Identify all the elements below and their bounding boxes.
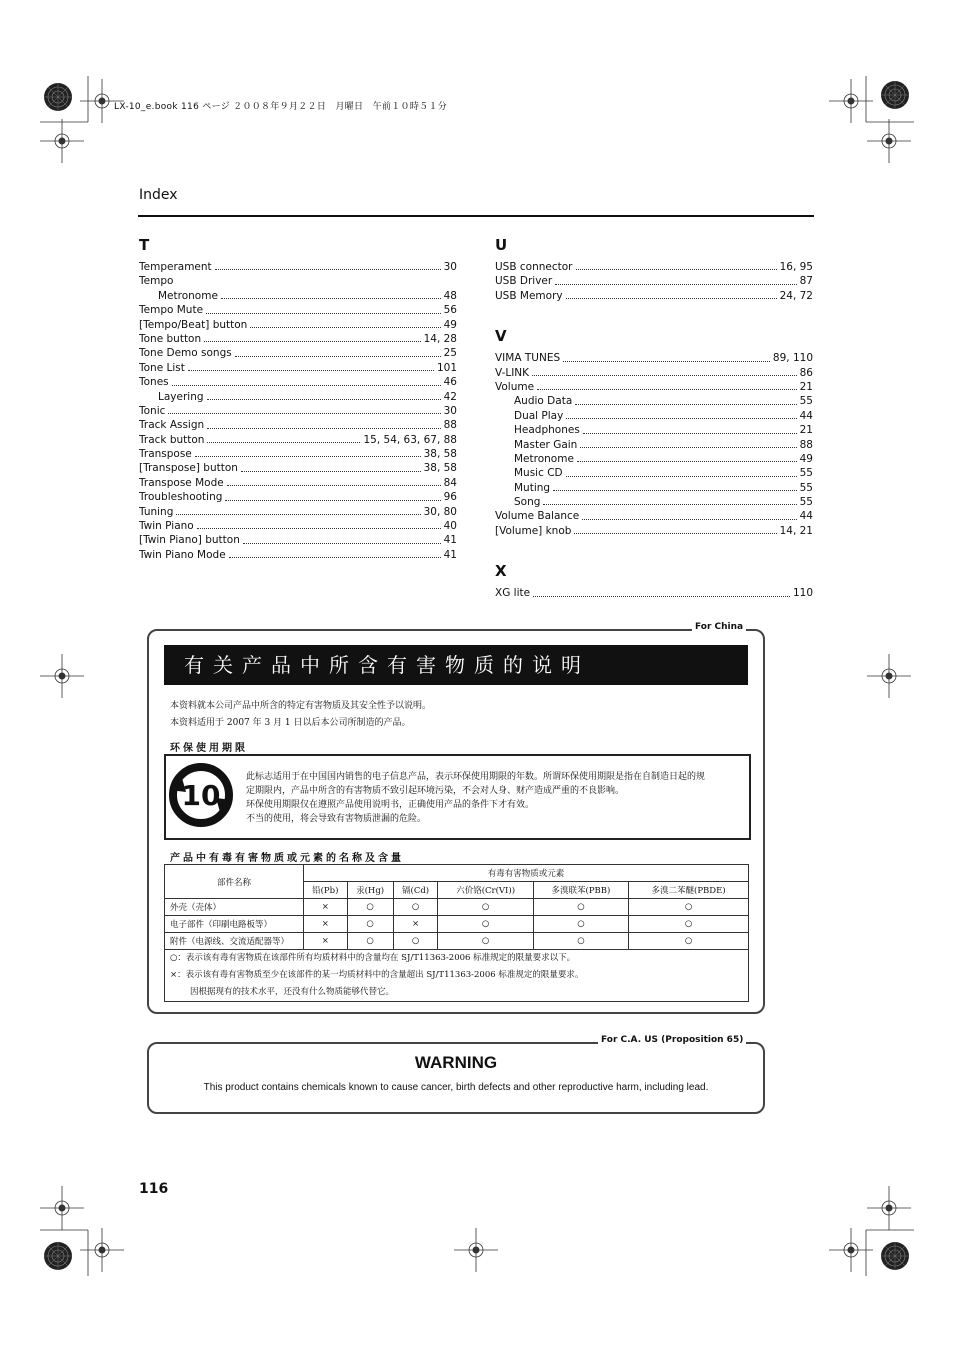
substance-value: ○ bbox=[629, 933, 749, 950]
index-pages: 89, 110 bbox=[772, 352, 813, 365]
dot-leader bbox=[221, 297, 441, 299]
index-pages: 56 bbox=[443, 304, 457, 317]
substance-value: ○ bbox=[438, 899, 533, 916]
index-term: USB Driver bbox=[495, 275, 553, 288]
index-pages: 48 bbox=[443, 289, 457, 302]
index-entry bbox=[495, 274, 813, 288]
index-entry bbox=[139, 533, 457, 547]
table-row bbox=[165, 916, 749, 933]
substance-value: × bbox=[304, 933, 348, 950]
index-term: Transpose Mode bbox=[139, 476, 224, 489]
index-entry bbox=[495, 351, 813, 365]
logo-number: 10 bbox=[181, 779, 221, 812]
index-pages: 42 bbox=[443, 390, 457, 403]
dot-leader bbox=[580, 446, 796, 448]
index-term: Music CD bbox=[514, 467, 563, 480]
index-entry bbox=[139, 476, 457, 490]
index-entry bbox=[139, 332, 457, 346]
index-entry bbox=[495, 495, 813, 509]
part-name: 外壳（壳体） bbox=[165, 899, 304, 916]
dot-leader bbox=[195, 455, 421, 457]
dot-leader bbox=[176, 284, 454, 285]
dot-leader bbox=[563, 360, 770, 362]
index-term: Temperament bbox=[139, 260, 212, 273]
index-term: Tempo bbox=[139, 275, 174, 288]
index-letter: U bbox=[495, 236, 508, 254]
index-pages: 40 bbox=[443, 520, 457, 533]
index-term: Tempo Mute bbox=[139, 304, 204, 317]
index-entry bbox=[139, 346, 457, 360]
substance-value: ○ bbox=[533, 916, 628, 933]
index-term: Transpose bbox=[139, 448, 192, 461]
index-entry bbox=[139, 375, 457, 389]
index-pages: 16, 95 bbox=[779, 260, 813, 273]
index-pages: 101 bbox=[436, 361, 457, 374]
index-entry bbox=[139, 505, 457, 519]
dot-leader bbox=[583, 432, 797, 434]
index-entry bbox=[139, 303, 457, 317]
index-entry bbox=[139, 289, 457, 303]
index-entry bbox=[495, 394, 813, 408]
dot-leader bbox=[241, 470, 421, 472]
index-pages: 21 bbox=[799, 424, 813, 437]
substance-value: ○ bbox=[629, 899, 749, 916]
hazard-table bbox=[164, 864, 749, 1002]
index-pages: 55 bbox=[799, 467, 813, 480]
substance-header: 镉(Cd) bbox=[393, 882, 438, 899]
index-entry bbox=[139, 404, 457, 418]
index-term: Tone List bbox=[139, 361, 185, 374]
index-pages: 44 bbox=[799, 510, 813, 523]
substance-value: ○ bbox=[533, 899, 628, 916]
page-number: 116 bbox=[139, 1181, 169, 1197]
index-pages: 30, 80 bbox=[423, 505, 457, 518]
index-entry bbox=[139, 390, 457, 404]
substance-value: × bbox=[304, 899, 348, 916]
index-term: [Tempo/Beat] button bbox=[139, 318, 248, 331]
china-intro-1: 本资料就本公司产品中所含的特定有害物质及其安全性予以说明。 bbox=[170, 701, 432, 711]
dot-leader bbox=[543, 503, 796, 505]
index-term: Troubleshooting bbox=[139, 491, 223, 504]
index-term: Muting bbox=[514, 481, 551, 494]
warning-text: This product contains chemicals known to cause cancer, birth defects and other reproductive harm, including lead. bbox=[203, 1082, 709, 1093]
index-term: Audio Data bbox=[514, 395, 573, 408]
index-pages: 30 bbox=[443, 404, 457, 417]
index-pages: 87 bbox=[799, 275, 813, 288]
index-entry bbox=[495, 409, 813, 423]
index-term: Tone Demo songs bbox=[139, 347, 232, 360]
dot-leader bbox=[207, 441, 360, 443]
index-term: [Volume] knob bbox=[495, 524, 572, 537]
table-row bbox=[165, 899, 749, 916]
dot-leader bbox=[188, 369, 434, 371]
index-entry bbox=[495, 466, 813, 480]
index-term: Dual Play bbox=[514, 409, 564, 422]
substance-header: 多溴二苯醚(PBDE) bbox=[629, 882, 749, 899]
dot-leader bbox=[176, 513, 420, 515]
note-reason: 因根据现有的技术水平，还没有什么物质能够代替它。 bbox=[190, 987, 395, 997]
index-term: Song bbox=[514, 496, 541, 509]
index-pages: 38, 58 bbox=[423, 462, 457, 475]
dot-leader bbox=[575, 403, 796, 405]
dot-leader bbox=[207, 427, 440, 429]
index-pages: 55 bbox=[799, 496, 813, 509]
index-term: [Twin Piano] button bbox=[139, 534, 240, 547]
index-term: Track Assign bbox=[139, 419, 205, 432]
index-entry bbox=[139, 519, 457, 533]
substance-value: × bbox=[393, 916, 438, 933]
part-name: 电子部件（印刷电路板等） bbox=[165, 916, 304, 933]
substance-value: ○ bbox=[438, 933, 533, 950]
index-entry bbox=[495, 260, 813, 274]
index-column-left bbox=[139, 236, 457, 562]
index-entry bbox=[139, 461, 457, 475]
index-term: USB Memory bbox=[495, 289, 563, 302]
index-term: Tuning bbox=[139, 505, 174, 518]
table-row bbox=[165, 933, 749, 950]
index-pages: 49 bbox=[443, 318, 457, 331]
index-column-right bbox=[495, 236, 813, 601]
index-pages: 24, 72 bbox=[779, 289, 813, 302]
index-entry bbox=[495, 289, 813, 303]
substance-value: ○ bbox=[629, 916, 749, 933]
dot-leader bbox=[574, 532, 776, 534]
index-pages: 30 bbox=[443, 260, 457, 273]
index-letter: X bbox=[495, 562, 507, 581]
substance-header: 铅(Pb) bbox=[304, 882, 348, 899]
warning-title: WARNING bbox=[414, 1053, 498, 1072]
china-intro-2: 本资料适用于 2007 年 3 月 1 日以后本公司所制造的产品。 bbox=[170, 718, 411, 728]
dot-leader bbox=[537, 388, 797, 390]
index-term: Metronome bbox=[514, 452, 574, 465]
header-rule bbox=[138, 215, 814, 217]
dot-leader bbox=[243, 542, 441, 544]
recycle-10-icon bbox=[166, 760, 236, 830]
note-circle: ○：表示该有毒有害物质在该部件所有均质材料中的含量均在 SJ/T11363-2006 标准规定的限量要求以下。 bbox=[170, 953, 576, 963]
index-entry bbox=[495, 366, 813, 380]
index-pages: 21 bbox=[799, 380, 813, 393]
index-entry bbox=[139, 433, 457, 447]
dot-leader bbox=[250, 326, 440, 328]
group-header: 有毒有害物质或元素 bbox=[304, 865, 749, 882]
substance-value: ○ bbox=[347, 899, 393, 916]
index-term: VIMA TUNES bbox=[495, 352, 561, 365]
substance-value: ○ bbox=[393, 933, 438, 950]
index-term: [Transpose] button bbox=[139, 462, 238, 475]
dot-leader bbox=[207, 398, 441, 400]
index-term: Tone button bbox=[139, 332, 202, 345]
index-term: Volume Balance bbox=[495, 510, 580, 523]
index-term: Layering bbox=[158, 390, 204, 403]
index-pages: 15, 54, 63, 67, 88 bbox=[363, 433, 457, 446]
china-banner: 有关产品中所含有害物质的说明 bbox=[164, 645, 748, 685]
index-pages: 44 bbox=[799, 409, 813, 422]
index-entry bbox=[139, 447, 457, 461]
index-term: Metronome bbox=[158, 289, 218, 302]
dot-leader bbox=[225, 499, 440, 501]
dot-leader bbox=[168, 412, 440, 414]
index-entry bbox=[495, 438, 813, 452]
substance-header: 汞(Hg) bbox=[347, 882, 393, 899]
period-text-1: 此标志适用于在中国国内销售的电子信息产品，表示环保使用期限的年数。所谓环保使用期限是指在自制造日起的规 bbox=[246, 772, 706, 782]
index-entry bbox=[495, 524, 813, 538]
dot-leader bbox=[229, 556, 441, 558]
file-header: LX-10_e.book 116 ページ ２００８年９月２２日 月曜日 午前１０時５１分 bbox=[114, 102, 448, 112]
substance-value: ○ bbox=[533, 933, 628, 950]
dot-leader bbox=[235, 355, 441, 357]
index-pages: 55 bbox=[799, 481, 813, 494]
index-pages: 41 bbox=[443, 534, 457, 547]
index-letter: T bbox=[139, 236, 150, 254]
index-term: Master Gain bbox=[514, 438, 578, 451]
index-term: Tonic bbox=[139, 404, 166, 417]
dot-leader bbox=[533, 595, 790, 597]
index-pages: 86 bbox=[799, 366, 813, 379]
substance-value: ○ bbox=[347, 916, 393, 933]
index-entry bbox=[139, 548, 457, 562]
index-entry bbox=[139, 490, 457, 504]
dot-leader bbox=[566, 417, 796, 419]
index-entry bbox=[495, 380, 813, 394]
dot-leader bbox=[532, 374, 797, 376]
index-pages: 46 bbox=[443, 376, 457, 389]
dot-leader bbox=[577, 460, 797, 462]
note-cross: ×：表示该有毒有害物质至少在该部件的某一均质材料中的含量超出 SJ/T11363-2006 标准规定的限量要求。 bbox=[170, 970, 584, 980]
index-letter: V bbox=[495, 327, 507, 346]
index-entry bbox=[139, 274, 457, 288]
period-text-3: 环保使用期限仅在遵照产品使用说明书，正确使用产品的条件下才有效。 bbox=[246, 800, 535, 810]
index-term: V-LINK bbox=[495, 366, 530, 379]
substance-value: ○ bbox=[347, 933, 393, 950]
index-pages: 88 bbox=[443, 419, 457, 432]
index-entry bbox=[139, 361, 457, 375]
index-term: Twin Piano bbox=[139, 520, 194, 533]
index-pages: 14, 28 bbox=[423, 332, 457, 345]
index-entry bbox=[495, 423, 813, 437]
substance-header: 多溴联苯(PBB) bbox=[533, 882, 628, 899]
dot-leader bbox=[227, 484, 441, 486]
dot-leader bbox=[566, 475, 797, 477]
index-pages: 41 bbox=[443, 548, 457, 561]
substance-header: 六价铬(Cr(VI)) bbox=[438, 882, 533, 899]
index-term: USB connector bbox=[495, 260, 573, 273]
substance-value: ○ bbox=[393, 899, 438, 916]
index-entry bbox=[139, 318, 457, 332]
substance-value: × bbox=[304, 916, 348, 933]
index-pages: 110 bbox=[792, 587, 813, 600]
index-entry bbox=[495, 481, 813, 495]
index-pages: 88 bbox=[799, 438, 813, 451]
dot-leader bbox=[576, 268, 777, 270]
dot-leader bbox=[197, 527, 441, 529]
dot-leader bbox=[172, 384, 441, 386]
dot-leader bbox=[555, 283, 796, 285]
index-entry bbox=[139, 418, 457, 432]
index-pages: 84 bbox=[443, 476, 457, 489]
index-pages: 25 bbox=[443, 347, 457, 360]
index-term: Volume bbox=[495, 380, 535, 393]
substance-value: ○ bbox=[438, 916, 533, 933]
part-name: 附件（电源线、交流适配器等） bbox=[165, 933, 304, 950]
period-text-4: 不当的使用，将会导致有害物质泄漏的危险。 bbox=[246, 814, 427, 824]
index-entry bbox=[495, 509, 813, 523]
index-term: Headphones bbox=[514, 424, 580, 437]
dot-leader bbox=[215, 268, 441, 270]
china-label: For China bbox=[692, 622, 746, 632]
index-term: Twin Piano Mode bbox=[139, 548, 226, 561]
index-entry bbox=[495, 586, 813, 600]
dot-leader bbox=[582, 518, 796, 520]
index-entry bbox=[139, 260, 457, 274]
index-term: Tones bbox=[139, 376, 169, 389]
index-pages: 38, 58 bbox=[423, 448, 457, 461]
dot-leader bbox=[204, 340, 420, 342]
index-pages: 14, 21 bbox=[779, 524, 813, 537]
index-entry bbox=[495, 452, 813, 466]
dot-leader bbox=[553, 489, 797, 491]
table-heading: 产品中有毒有害物质或元素的名称及含量 bbox=[170, 853, 404, 864]
index-pages: 55 bbox=[799, 395, 813, 408]
index-pages: 49 bbox=[799, 452, 813, 465]
section-title: Index bbox=[139, 187, 178, 203]
index-term: XG lite bbox=[495, 587, 531, 600]
part-header: 部件名称 bbox=[165, 865, 304, 899]
index-pages: 96 bbox=[443, 491, 457, 504]
period-text-2: 定期限内，产品中所含的有害物质不致引起环境污染，不会对人身、财产造成严重的不良影响。 bbox=[246, 786, 625, 796]
dot-leader bbox=[206, 312, 441, 314]
prop65-label: For C.A. US (Proposition 65) bbox=[598, 1035, 746, 1045]
index-term: Track button bbox=[139, 433, 205, 446]
dot-leader bbox=[566, 297, 777, 299]
period-heading: 环保使用期限 bbox=[170, 743, 248, 754]
